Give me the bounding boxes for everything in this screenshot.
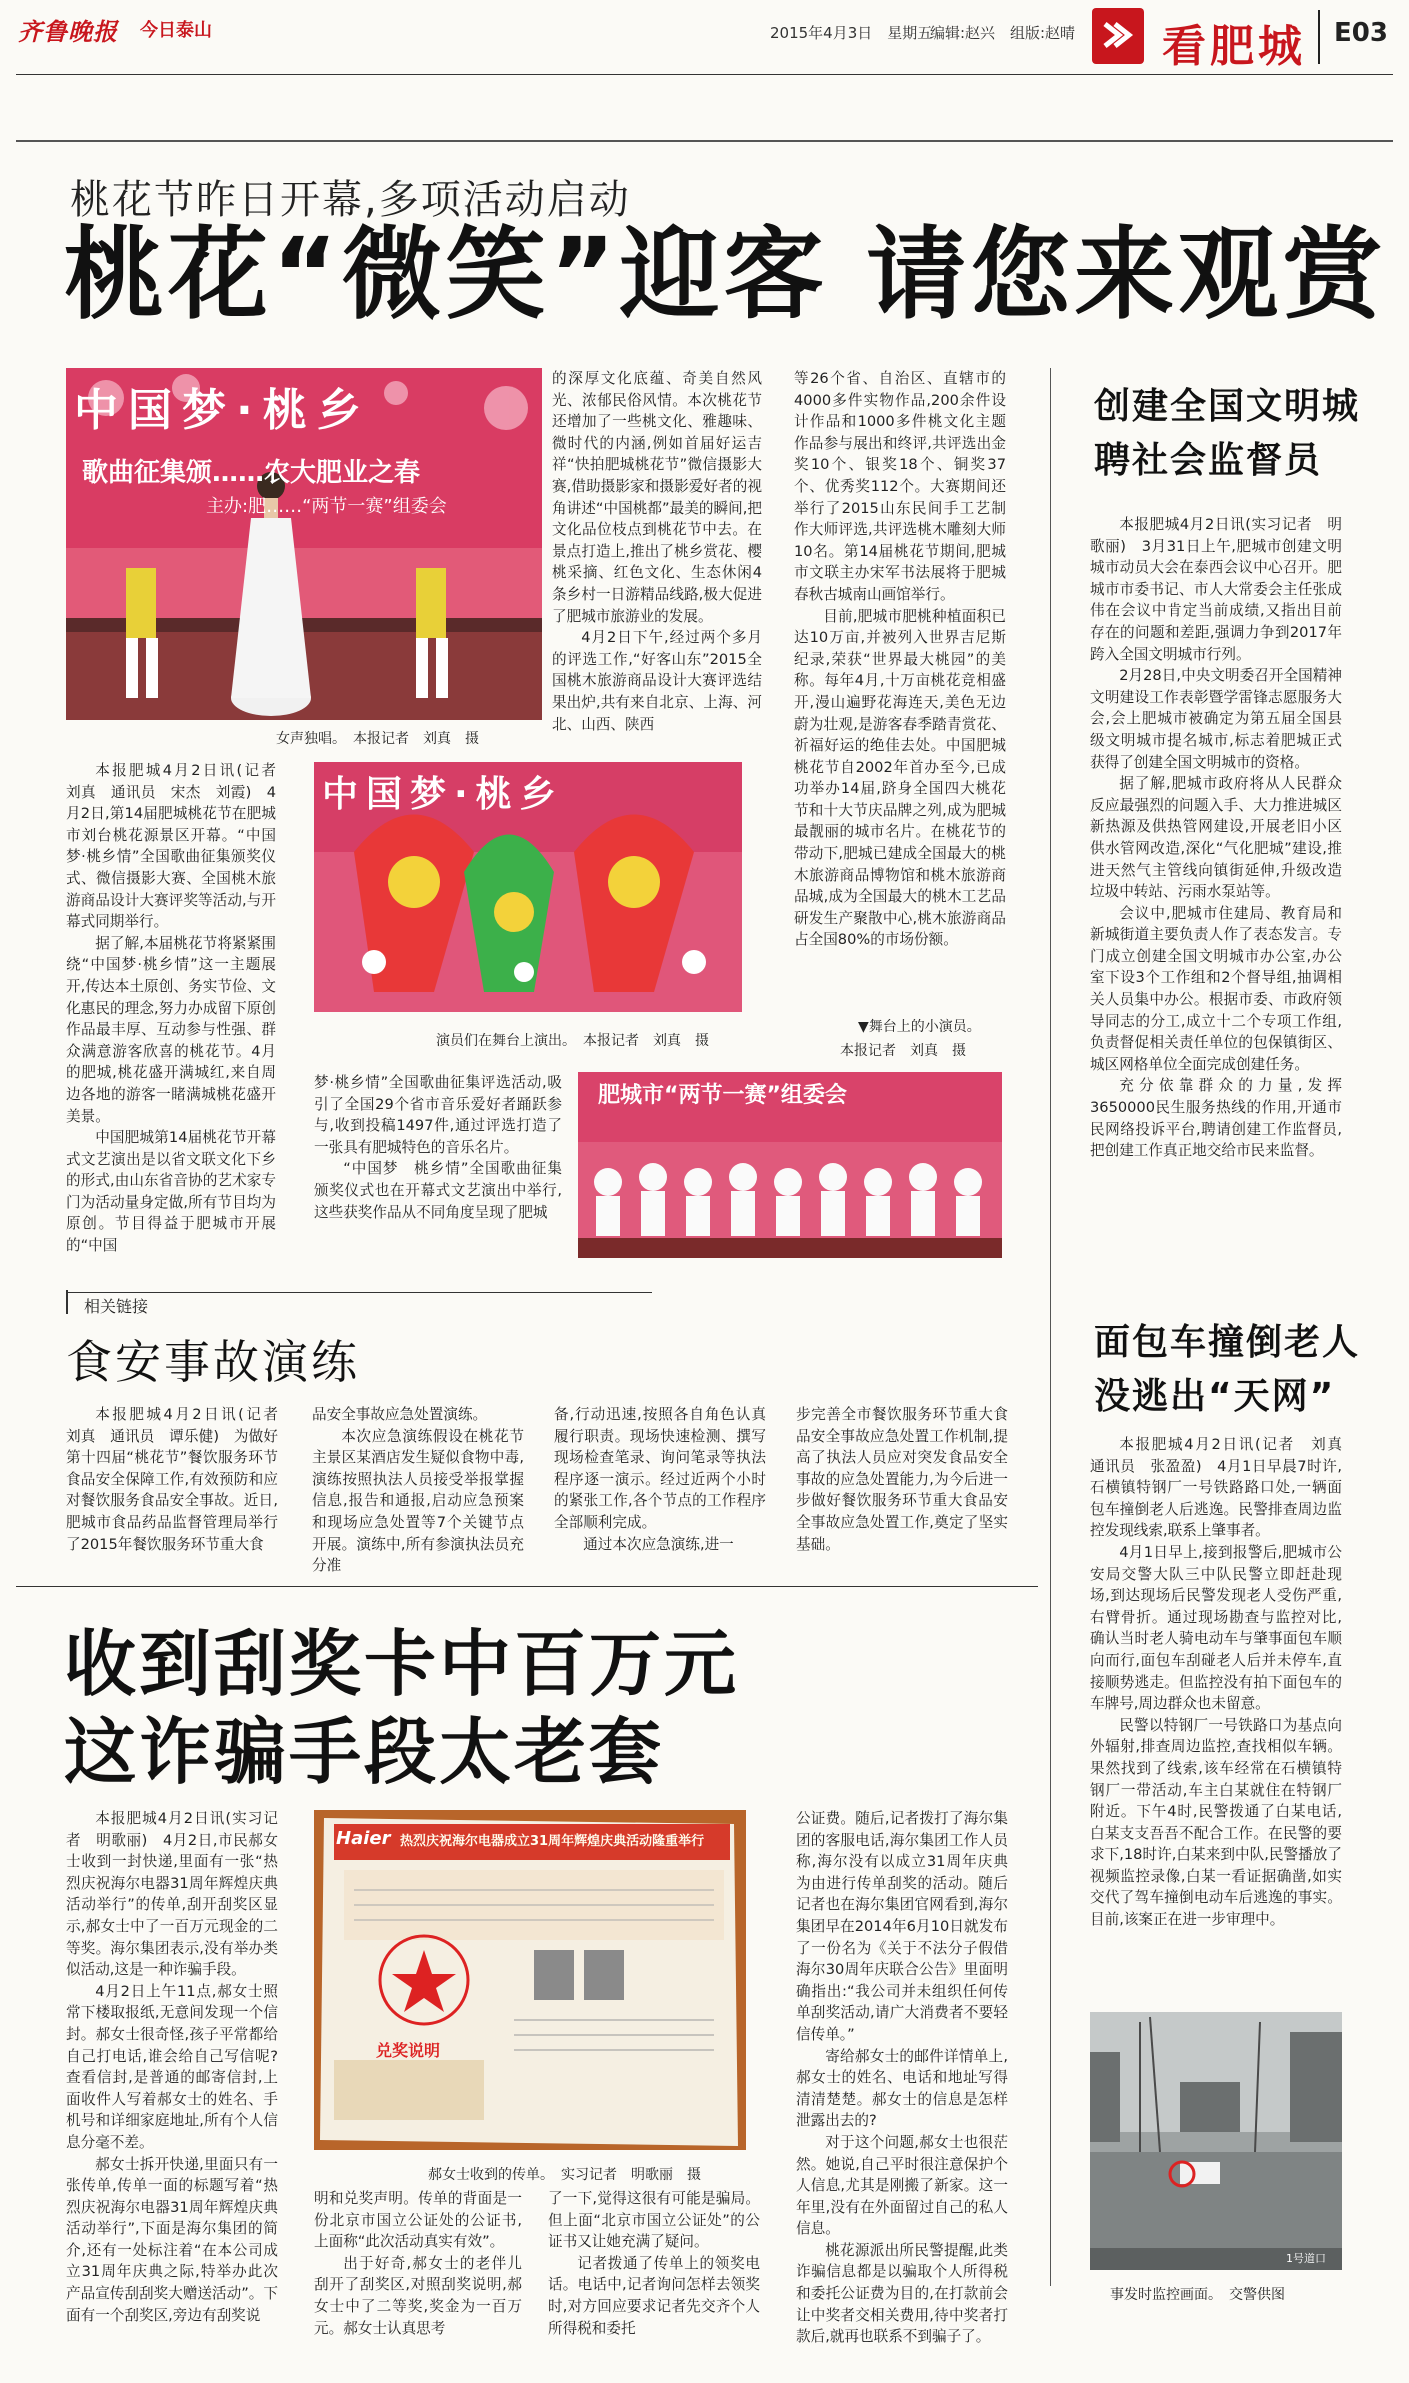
column-divider xyxy=(1050,368,1051,2286)
photo2-banner: 中国梦·桃乡 xyxy=(322,774,564,815)
paragraph: 充分依靠群众的力量,发挥3650000民生服务热线的作用,开通市民网络投诉平台,聘请创建工作监督员,把创建工作真正地交给市民来监督。 xyxy=(1090,1077,1342,1160)
issue-date: 2015年4月3日 星期五 xyxy=(770,24,933,42)
paragraph: 梦·桃乡情”全国歌曲征集评选活动,吸引了全国29个省市音乐爱好者踊跃参与,收到投稿1497件,通过评选打造了一张具有肥城特色的音乐名片。 xyxy=(314,1074,562,1156)
paragraph: 等26个省、自治区、直辖市的4000多件实物作品,200余件设计作品和1000多件桃文化主题作品参与展出和终评,共评选出金奖10个、银奖18个、铜奖37个、优秀奖112个。大赛期间还举行了2015山东民间手工艺制作大师评选,共评选桃木雕刻大师10名。第14届桃花节期间,肥城市文联主办宋军书法展将于肥城春秋古城南山画馆举行。 xyxy=(794,370,1006,603)
photo-children xyxy=(578,1072,1002,1258)
paragraph: 对于这个问题,郝女士也很茫然。她说,自己平时很注意保护个人信息,尤其是刚搬了新家。这一年里,没有在外面留过自己的私人信息。 xyxy=(796,2133,1008,2238)
article1-col-c xyxy=(552,368,762,735)
paragraph: 的深厚文化底蕴、奇美自然风光、浓郁民俗风情。本次桃花节还增加了一些桃文化、雅趣味、微时代的内涵,例如首届好运吉祥“快拍肥城桃花节”微信摄影大赛,借助摄影家和摄影爱好者的视角讲述“中国桃都”最美的瞬间,把文化品位枝点到桃花节中去。在景点打造上,推出了桃乡赏花、樱桃采摘、红色文化、生态休闲4条乡村一日游精品线路,极大促进了肥城市旅游业的发展。 xyxy=(552,370,762,625)
header-divider xyxy=(1318,10,1320,64)
surveillance-stamp: 1号道口 xyxy=(1286,2252,1326,2265)
related-rule xyxy=(66,1292,652,1293)
article1-col-a xyxy=(66,760,291,1257)
paragraph: 公证费。随后,记者拨打了海尔集团的客服电话,海尔集团工作人员称,海尔没有以成立31周年庆典为由进行传单刮奖的活动。随后记者也在海尔集团官网看到,海尔集团早在2014年6月10日就发布了一份名为《关于不法分子假借海尔30周年庆联合公告》里面明确指出:“我公司并未组织任何传单刮奖活动,请广大消费者不要轻信传单。” xyxy=(796,1810,1008,2043)
side2-body xyxy=(1090,1434,1357,1931)
article2-headline-line1: 收到刮奖卡中百万元 xyxy=(64,1622,740,1706)
related-label: 相关链接 xyxy=(84,1297,149,1316)
article2-photo-caption: 郝女士收到的传单。 实习记者 明歌丽 摄 xyxy=(428,2167,701,2183)
paragraph: 据了解,肥城市政府将从人民群众反应最强烈的问题入手、大力推进城区新热源及供热管网建设,开展老旧小区供水管网改造,深化“气化肥城”建设,推进天然气主管线向镇街延伸,升级改造垃圾中转站、污雨水泵站等。 xyxy=(1090,775,1342,901)
paragraph: 步完善全市餐饮服务环节重大食品安全事故应急处置工作机制,提高了执法人员应对突发食品安全事故的应急处置能力,为今后进一步做好餐饮服务环节重大食品安全事故应急处置工作,奠定了坚实基础。 xyxy=(796,1406,1008,1553)
side2-title-line1: 面包车撞倒老人 xyxy=(1094,1322,1361,1363)
paragraph: “中国梦 桃乡情”全国歌曲征集颁奖仪式也在开幕式文艺演出中举行,这些获奖作品从不同角度呈现了肥城 xyxy=(314,1160,562,1221)
article1-col-d xyxy=(794,368,1006,951)
side1-body xyxy=(1090,514,1342,1162)
paragraph: 会议中,肥城市住建局、教育局和新城街道主要负责人作了表态发言。专门成立创建全国文明城市办公室,办公室下设3个工作组和2个督导组,抽调相关人员集中办公。根据市委、市政府领导同志的分工,成立十二个专项工作组,负责督促相关责任单位的包保镇街区、城区网格单位全面完成创建任务。 xyxy=(1090,904,1342,1073)
paragraph: 民警以特钢厂一号铁路口为基点向外辐射,排查周边监控,查找相似车辆。果然找到了线索,该车经常在石横镇特钢厂一带活动,车主白某就住在特钢厂附近。下午4时,民警拨通了白某电话,白某支支吾吾不配合工作。在民警的要求下,18时许,白某来到中队,民警播放了视频监控录像,白某一看证据确凿,如实交代了驾车撞倒电动车后逃逸的事实。目前,该案正在进一步审理中。 xyxy=(1090,1716,1342,1929)
paragraph: 4月2日下午,经过两个多月的评选工作,“好客山东”2015全国桃木旅游商品设计大赛评选结果出炉,共有来自北京、上海、河北、山西、陕西 xyxy=(552,629,762,733)
photo1-subbanner: 歌曲征集颁……农大肥业之春 xyxy=(82,458,421,488)
paragraph: 目前,肥城市肥桃种植面积已达10万亩,并被列入世界吉尼斯纪录,荣获“世界最大桃园”的美称。每年4月,十万亩桃花竞相盛开,漫山遍野花海连天,美色无边蔚为壮观,是游客春季踏青赏花、祈福好运的绝佳去处。中国肥城桃花节自2002年首办至今,已成功举办14届,跻身全国四大桃花节和十大节庆品牌之列,成为肥城最靓丽的城市名片。在桃花节的带动下,肥城已建成全国最大的桃木旅游商品博物馆和桃木旅游商品城,成为全国最大的桃木工艺品研发生产聚散中心,桃木旅游商品占全国80%的市场份额。 xyxy=(794,607,1006,949)
paragraph: 本报肥城4月2日讯(记者 刘真 通讯员 谭乐健) 为做好第十四届“桃花节”餐饮服务环节食品安全保障工作,有效预防和应对餐饮服务食品安全事故。近日,肥城市食品药品监督管理局举行了2015年餐饮服务环节重大食 xyxy=(66,1406,293,1553)
paragraph: 中国肥城第14届桃花节开幕式文艺演出是以省文联文化下乡的形式,由山东省音协的艺术家专门为活动量身定做,所有节目均为原创。节目得益于肥城市开展的“中国 xyxy=(66,1129,276,1255)
paragraph: 明和兑奖声明。传单的背面是一份北京市国立公证处的公证书,上面称“此次活动真实有效”。 xyxy=(314,2190,522,2251)
paragraph: 本次应急演练假设在桃花节主景区某酒店发生疑似食物中毒,演练按照执法人员接受举报掌握信息,报告和通报,启动应急预案和现场应急处置等7个关键节点开展。演练中,所有参演执法员充分准 xyxy=(312,1427,524,1575)
paragraph: 品安全事故应急处置演练。 xyxy=(312,1406,488,1423)
paragraph: 本报肥城4月2日讯(实习记者 明歌丽) 3月31日上午,肥城市创建文明城市动员大会在泰西会议中心召开。肥城市市委书记、市人大常委会主任张成伟在会议中肯定当前成绩,又指出目前存在的问题和差距,强调力争到2017年跨入全国文明城市行列。 xyxy=(1090,516,1342,663)
header-rule xyxy=(16,74,1393,75)
newspaper-logo: 齐鲁晚报 xyxy=(18,17,118,46)
flyer-title: 热烈庆祝海尔电器成立31周年辉煌庆典活动隆重举行 xyxy=(400,1834,705,1849)
photo-singer xyxy=(66,368,542,720)
side2-title-line2: 没逃出“天网” xyxy=(1094,1376,1336,1417)
paragraph: 寄给郝女士的邮件详情单上,郝女士的姓名、电话和地址写得清清楚楚。郝女士的信息是怎样泄露出去的? xyxy=(796,2047,1008,2130)
article2-col-d xyxy=(796,1808,1008,2348)
article2-col-b xyxy=(314,2188,522,2339)
side1-title-line1: 创建全国文明城 xyxy=(1094,386,1361,427)
flyer-brand: Haier xyxy=(336,1828,391,1849)
photo1-small-text: 主办:肥……“两节一赛”组委会 xyxy=(206,496,447,517)
related-col-c xyxy=(554,1404,766,1555)
page-number: E03 xyxy=(1334,18,1388,48)
article1-kicker: 桃花节昨日开幕,多项活动启动 xyxy=(70,177,631,223)
photo3-caption-b: 本报记者 刘真 摄 xyxy=(840,1043,966,1059)
article2-headline-line2: 这诈骗手段太老套 xyxy=(64,1710,665,1794)
section-badge-icon xyxy=(1092,8,1144,64)
photo1-caption: 女声独唱。 本报记者 刘真 摄 xyxy=(276,731,479,747)
side1-title-line2: 聘社会监督员 xyxy=(1094,440,1323,481)
article2-rule xyxy=(16,1586,1038,1587)
article1-headline: 桃花“微笑”迎客 请您来观赏 xyxy=(64,216,1387,333)
related-col-b xyxy=(312,1404,524,1577)
paragraph: 4月1日早上,接到报警后,肥城市公安局交警大队三中队民警立即赶赴现场,到达现场后民警发现老人受伤严重,右臂骨折。通过现场勘查与监控对比,确认当时老人骑电动车与肇事面包车顺向而行,面包车刮碰老人后并未停车,直接顺势逃走。但监控没有拍下面包车的车牌号,周边群众也未留意。 xyxy=(1090,1543,1342,1713)
photo3-banner: 肥城市“两节一赛”组委会 xyxy=(598,1083,847,1108)
paragraph: 4月2日上午11点,郝女士照常下楼取报纸,无意间发现一个信封。郝女士很奇怪,孩子平常都给自己打电话,谁会给自己写信呢?查看信封,是普通的邮寄信封,上面收件人写着郝女士的姓名、手机号和详细家庭地址,所有个人信息分毫不差。 xyxy=(66,1982,278,2151)
section-name: 今日泰山 xyxy=(140,20,212,41)
flyer-sub: 兑奖说明 xyxy=(376,2041,441,2060)
related-col-d xyxy=(796,1404,1008,1555)
paragraph: 本报肥城4月2日讯(记者 刘真 通讯员 宋杰 刘霞) 4月2日,第14届肥城桃花节在肥城市刘台桃花源景区开幕。“中国梦·桃乡情”全国歌曲征集颁奖仪式、微信摄影大赛、全国桃木旅游商品设计大赛评奖等活动,与开幕式同期举行。 xyxy=(66,762,291,931)
paragraph: 郝女士拆开快递,里面只有一张传单,传单一面的标题写着“热烈庆祝海尔电器31周年辉煌庆典活动举行”,下面是海尔集团的简介,还有一处标注着“在本公司成立31周年庆典之际,特举办此次产品宣传刮刮奖大赠送活动”。下面有一个刮奖区,旁边有刮奖说 xyxy=(66,2155,278,2324)
related-col-a xyxy=(66,1404,293,1555)
article1-col-b xyxy=(314,1072,562,1223)
section-rule xyxy=(16,140,1393,142)
photo2-caption: 演员们在舞台上演出。 本报记者 刘真 摄 xyxy=(436,1033,709,1049)
page-name: 看肥城 xyxy=(1162,21,1306,72)
paragraph: 本报肥城4月2日讯(实习记者 明歌丽) 4月2日,市民郝女士收到一封快递,里面有一张“热烈庆祝海尔电器31周年辉煌庆典活动举行”的传单,刮开刮奖区显示,郝女士中了一百万元现金的二等奖。海尔集团表示,没有举办类似活动,这是一种诈骗手段。 xyxy=(66,1810,278,1979)
editor-credit: 编辑:赵兴 xyxy=(930,24,996,42)
related-title: 食安事故演练 xyxy=(66,1335,360,1389)
paragraph: 桃花源派出所民警提醒,此类诈骗信息都是以骗取个人所得税和委托公证费为目的,在打款前会让中奖者交相关费用,待中奖者打款后,就再也联系不到骗子了。 xyxy=(796,2241,1008,2346)
paragraph: 本报肥城4月2日讯(记者 刘真 通讯员 张盈盈) 4月1日早晨7时许,石横镇特钢厂一号铁路路口处,一辆面包车撞倒老人后逃逸。民警排查周边监控发现线索,联系上肇事者。 xyxy=(1090,1436,1357,1540)
layout-credit: 组版:赵晴 xyxy=(1010,24,1076,42)
paragraph: 了一下,觉得这很有可能是骗局。但上面“北京市国立公证处”的公证书又让她充满了疑问。 xyxy=(548,2190,760,2251)
related-marker xyxy=(66,1290,68,1314)
paragraph: 通过本次应急演练,进一 xyxy=(583,1535,734,1553)
article2-col-a xyxy=(66,1808,278,2326)
paragraph: 记者拨通了传单上的领奖电话。电话中,记者询问怎样去领奖时,对方回应要求记者先交齐个人所得税和委托 xyxy=(548,2254,760,2337)
photo-surveillance xyxy=(1090,2012,1342,2270)
photo-flyer xyxy=(314,1810,746,2150)
paragraph: 备,行动迅速,按照各自角色认真履行职责。现场快速检测、撰写现场检查笔录、询问笔录等执法程序逐一演示。经过近两个小时的紧张工作,各个节点的工作程序全部顺利完成。 xyxy=(554,1406,766,1531)
paragraph: 2月28日,中央文明委召开全国精神文明建设工作表彰暨学雷锋志愿服务大会,会上肥城市被确定为第五届全国县级文明城市提名城市,标志着肥城正式获得了创建全国文明城市的资格。 xyxy=(1090,667,1342,771)
photo-dancers xyxy=(314,762,742,1012)
article2-col-c xyxy=(548,2188,760,2339)
side2-photo-caption: 事发时监控画面。 交警供图 xyxy=(1110,2287,1285,2303)
paragraph: 出于好奇,郝女士的老伴儿刮开了刮奖区,对照刮奖说明,郝女士中了二等奖,奖金为一百万元。郝女士认真思考 xyxy=(314,2254,522,2337)
paragraph: 据了解,本届桃花节将紧紧围绕“中国梦·桃乡情”这一主题展开,传达本土原创、务实节俭、文化惠民的理念,努力办成留下原创作品最丰厚、互动参与性强、群众满意游客欣喜的桃花节。4月的肥城,桃花盛开满城红,来自周边各地的游客一睹满城桃花盛开美景。 xyxy=(66,934,276,1125)
photo1-banner: 中国梦·桃乡 xyxy=(74,385,371,436)
photo3-caption-a: ▼舞台上的小演员。 xyxy=(858,1019,981,1035)
